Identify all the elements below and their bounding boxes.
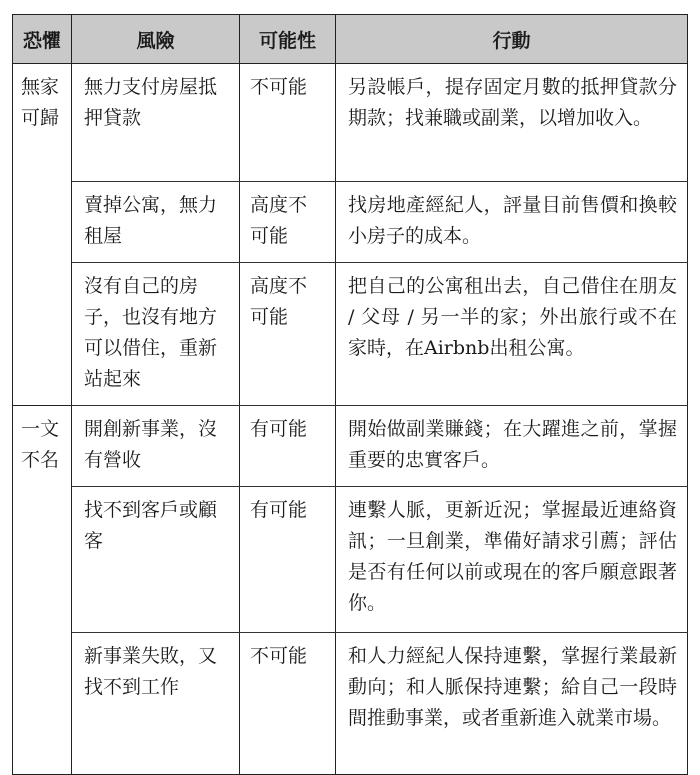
probability-cell: 高度不可能 [240,182,336,263]
probability-cell: 不可能 [240,633,336,775]
table-row [13,263,688,406]
header-risk: 風險 [72,15,240,64]
fear-risk-table [12,14,688,775]
probability-cell: 高度不可能 [240,263,336,406]
table-row [13,633,688,775]
action-cell: 把自己的公寓租出去，自己借住在朋友 / 父母 / 另一半的家；外出旅行或不在家時，在Airbnb出租公寓。 [336,263,688,406]
risk-cell: 新事業失敗，又找不到工作 [72,633,240,775]
probability-cell: 有可能 [240,406,336,487]
table-row [13,487,688,633]
action-cell: 找房地產經紀人，評量目前售價和換較小房子的成本。 [336,182,688,263]
table-row [13,182,688,263]
action-cell: 另設帳戶，提存固定月數的抵押貸款分期款；找兼職或副業，以增加收入。 [336,64,688,182]
risk-cell: 找不到客戶或顧客 [72,487,240,633]
risk-cell: 開創新事業，沒有營收 [72,406,240,487]
probability-cell: 有可能 [240,487,336,633]
risk-cell: 無力支付房屋抵押貸款 [72,64,240,182]
header-row [13,15,688,64]
risk-cell: 沒有自己的房子，也沒有地方可以借住，重新站起來 [72,263,240,406]
fear-cell-homeless: 無家可歸 [13,64,72,406]
probability-cell: 不可能 [240,64,336,182]
header-action: 行動 [336,15,688,64]
header-fear: 恐懼 [13,15,72,64]
action-cell: 和人力經紀人保持連繫，掌握行業最新動向；和人脈保持連繫；給自己一段時間推動事業，或者重新進入就業市場。 [336,633,688,775]
table-row [13,64,688,182]
table-row [13,406,688,487]
fear-cell-penniless: 一文不名 [13,406,72,775]
fear-risk-table-container [12,14,687,775]
action-cell: 連繫人脈，更新近況；掌握最近連絡資訊；一旦創業，準備好請求引薦；評估是否有任何以前或現在的客戶願意跟著你。 [336,487,688,633]
risk-cell: 賣掉公寓，無力租屋 [72,182,240,263]
header-probability: 可能性 [240,15,336,64]
action-cell: 開始做副業賺錢；在大躍進之前，掌握重要的忠實客戶。 [336,406,688,487]
